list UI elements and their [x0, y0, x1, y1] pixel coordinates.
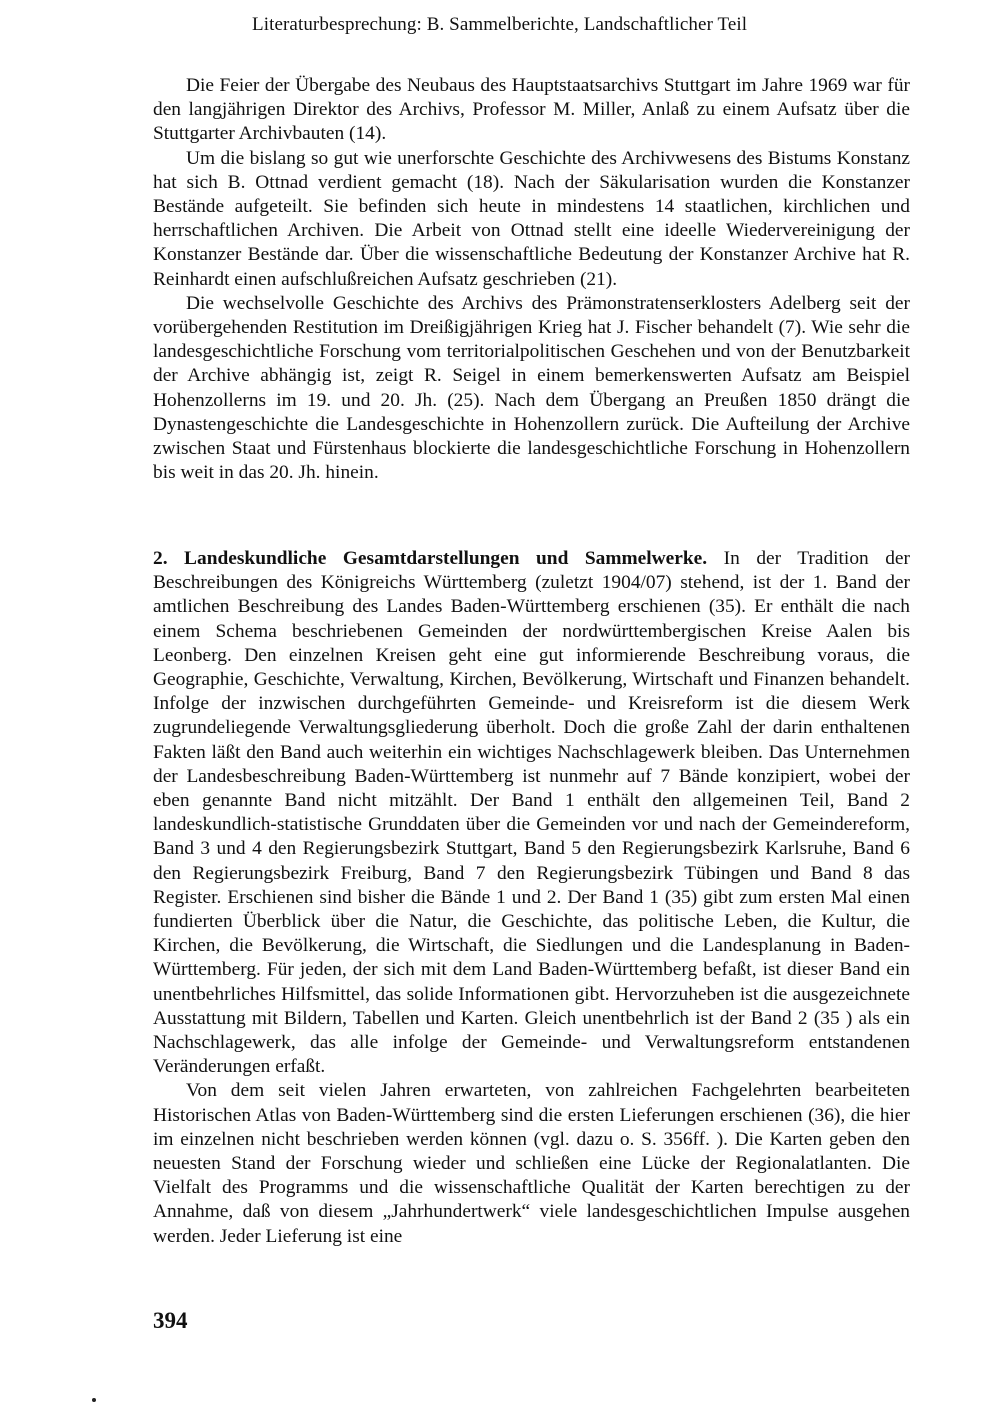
paragraph-archive-buildings: Die Feier der Übergabe des Neubaus des Hauptstaatsarchivs Stuttgart im Jahre 1969 war für den langjährigen Direktor des Archivs, Professor M. Miller, Anlaß zu einem Aufsatz über die Stuttgarter Archivbauten (14).	[153, 75, 910, 145]
section-first-paragraph-text: In der Tradition der Beschreibungen des Königreichs Württemberg (zuletzt 1904/07) stehend, ist der 1. Band der amtlichen Beschreibung des Landes Baden-Württemberg erschienen (35). Er enthält die nach einem Schema beschriebenen Gemeinden der nordwürttembergischen Kreise Aalen bis Leonberg. Den einzelnen Kreisen geht eine gut informierende Beschreibung voraus, die Geographie, Geschichte, Verwaltung, Kirchen, Bevölkerung, Wirtschaft und Finanzen behandelt. Infolge der inzwischen durchgeführten Gemeinde- und Kreisreform ist die diesem Werk zugrundeliegende Verwaltungsgliederung überholt. Doch die große Zahl der darin enthaltenen Fakten läßt den Band auch weiterhin ein wichtiges Nachschlagewerk bleiben. Das Unternehmen der Landesbeschreibung Baden-Württemberg ist nunmehr auf 7 Bände konzipiert, wobei der eben genannte Band nicht mitzählt. Der Band 1 enthält den allgemeinen Teil, Band 2 landeskundlich-statistische Grunddaten über die Gemeinden vor und nach der Gemeindereform, Band 3 und 4 den Regierungsbezirk Stuttgart, Band 5 den Regierungsbezirk Karlsruhe, Band 6 den Regierungsbezirk Freiburg, Band 7 den Regierungsbezirk Tübingen und Band 8 das Register. Erschienen sind bisher die Bände 1 und 2. Der Band 1 (35) gibt zum ersten Mal einen fundierten Überblick über die Natur, die Geschichte, das politische Leben, die Kultur, die Kirchen, die Bevölkerung, die Wirtschaft, die Siedlungen und die Landesplanung in Baden-Württemberg. Für jeden, der sich mit dem Land Baden-Württemberg befaßt, ist dieser Band ein unentbehrliches Hilfsmittel, das solide Informationen gibt. Hervorzuheben ist die ausgezeichnete Ausstattung mit Bildern, Tabellen und Karten. Gleich unentbehrlich ist der Band 2 (35 ) als ein Nachschlagewerk, das alle infolge der Gemeinde- und Verwaltungsreform entstandenen Veränderungen erfaßt.	[153, 548, 910, 1078]
section-first-paragraph	[153, 547, 910, 1079]
section-2	[153, 547, 910, 1249]
page-number: 394	[153, 1308, 188, 1333]
scan-speck	[92, 1398, 96, 1402]
paragraph-historical-atlas: Von dem seit vielen Jahren erwarteten, von zahlreichen Fachgelehrten bearbeiteten Historischen Atlas von Baden-Württemberg sind die ersten Lieferungen erschienen (36), die hier im einzelnen nicht beschrieben werden können (vgl. dazu o. S. 356ff. ). Die Karten geben den neuesten Stand der Forschung wieder und schließen eine Lücke der Regionalatlanten. Die Vielfalt des Programms und die wissenschaftliche Qualität der Karten berechtigen zu der Annahme, daß von diesem „Jahrhundertwerk“ viele landesgeschichtlichen Impulse ausgehen werden. Jeder Lieferung ist eine	[153, 1080, 910, 1247]
paragraph-adelberg-hohenzollern: Die wechselvolle Geschichte des Archivs des Prämonstratenserklosters Adelberg seit der vorübergehenden Restitution im Dreißigjährigen Krieg hat J. Fischer behandelt (7). Wie sehr die landesgeschichtliche Forschung vom territorialpolitischen Geschehen und von der Benutzbarkeit der Archive abhängig ist, zeigt R. Seigel in einem bemerkenswerten Aufsatz am Beispiel Hohenzollerns im 19. und 20. Jh. (25). Nach dem Übergang an Preußen 1850 drängt die Dynastengeschichte die Landesgeschichte in Hohenzollern zurück. Die Aufteilung der Archive zwischen Staat und Fürstenhaus blockierte die landesgeschichtliche Forschung in Hohenzollern bis weit in das 20. Jh. hinein.	[153, 292, 910, 484]
paragraph-konstanz-archives: Um die bislang so gut wie unerforschte Geschichte des Archivwesens des Bistums Konstanz hat sich B. Ottnad verdient gemacht (18). Nach der Säkularisation wurden die Konstanzer Bestände aufgeteilt. Sie befinden sich heute in mindestens 14 staatlichen, kirchlichen und herrschaftlichen Archiven. Die Arbeit von Ottnad stellt eine ideelle Wiedervereinigung der Konstanzer Bestände dar. Über die wissenschaftliche Bedeutung der Konstanzer Archive hat R. Reinhardt einen aufschlußreichen Aufsatz geschrieben (21).	[153, 147, 910, 290]
section-heading: 2. Landeskundliche Gesamtdarstellungen und Sammelwerke.	[153, 548, 708, 569]
body-text-top	[153, 74, 910, 485]
running-head: Literaturbesprechung: B. Sammelberichte, Landschaftlicher Teil	[252, 14, 748, 35]
